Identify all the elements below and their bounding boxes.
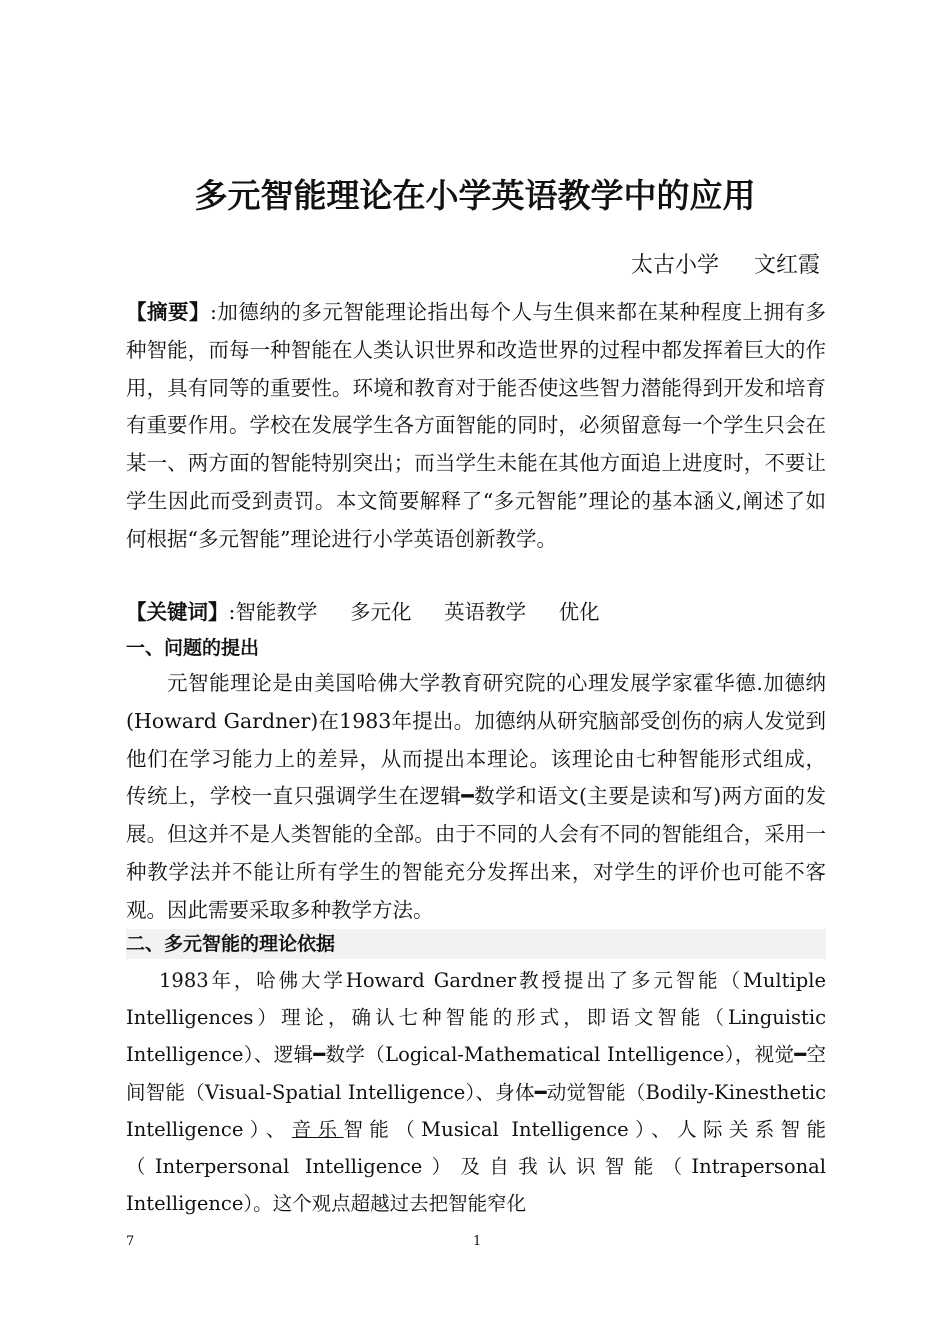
page-number: 1 — [473, 1234, 482, 1249]
keywords-text: :智能教学 多元化 英语教学 优化 — [228, 600, 600, 624]
document-title: 多元智能理论在小学英语教学中的应用 — [194, 176, 756, 215]
abstract-label: 【摘要】 — [126, 300, 211, 324]
keywords-label: 【关键词】 — [126, 600, 229, 624]
abstract-text: :加德纳的多元智能理论指出每个人与生俱来都在某种程度上拥有多种智能，而每一种智能在人类认识世界和改造世界的过程中都发挥着巨大的作用，具有同等的重要性。环境和教育对于能否使这些智力潜能得到开发和培育有重要作用。学校在发展学生各方面智能的同时，必须留意每一个学生只会在某一、两方面的智能特别突出；而当学生未能在其他方面追上进度时，不要让学生因此而受到责罚。本文简要解释了“多元智能”理论的基本涵义,阐述了如何根据“多元智能”理论进行小学英语创新教学。 — [126, 300, 827, 551]
section-heading-1: 一、问题的提出 — [126, 637, 260, 659]
section-2-text-end: 智能（Musical Intelligence）、人际关系智能（Interpersonal Intelligence）及自我认识智能（Intrapersonal Intelligence）。这个观点超越过去把智能窄化 — [126, 1117, 826, 1216]
keywords-line — [126, 594, 600, 630]
footer-left-number: 7 — [126, 1234, 135, 1249]
section-2-text-start: 1983年，哈佛大学Howard Gardner教授提出了多元智能（Multiple Intelligences）理论，确认七种智能的形式，即语文智能（Linguistic Intelligence）、逻辑━数学（Logical-Mathematical Intelligence），视觉━空间智能（Visual-Spatial Intelligence）、身体━动觉智能（Bodily-Kinesthetic Intelligence）、 — [126, 969, 826, 1141]
section-2-paragraph — [126, 962, 826, 1222]
abstract-paragraph — [126, 294, 826, 559]
music-underlined-term: 音乐 — [291, 1117, 344, 1141]
section-heading-2: 二、多元智能的理论依据 — [126, 929, 826, 959]
section-1-paragraph: 元智能理论是由美国哈佛大学教育研究院的心理发展学家霍华德.加德纳(Howard Gardner)在1983年提出。加德纳从研究脑部受创伤的病人发觉到他们在学习能力上的差异，从而提出本理论。该理论由七种智能形式组成， 传统上，学校一直只强调学生在逻辑━数学和语文(主要是读和写)两方面的发展。但这并不是人类智能的全部。由于不同的人会有不同的智能组合，采用一种教学法并不能让所有学生的智能充分发挥出来，对学生的评价也可能不客观。因此需要采取多种教学方法。 — [126, 671, 826, 922]
author-line: 太古小学 文红霞 — [631, 253, 820, 278]
